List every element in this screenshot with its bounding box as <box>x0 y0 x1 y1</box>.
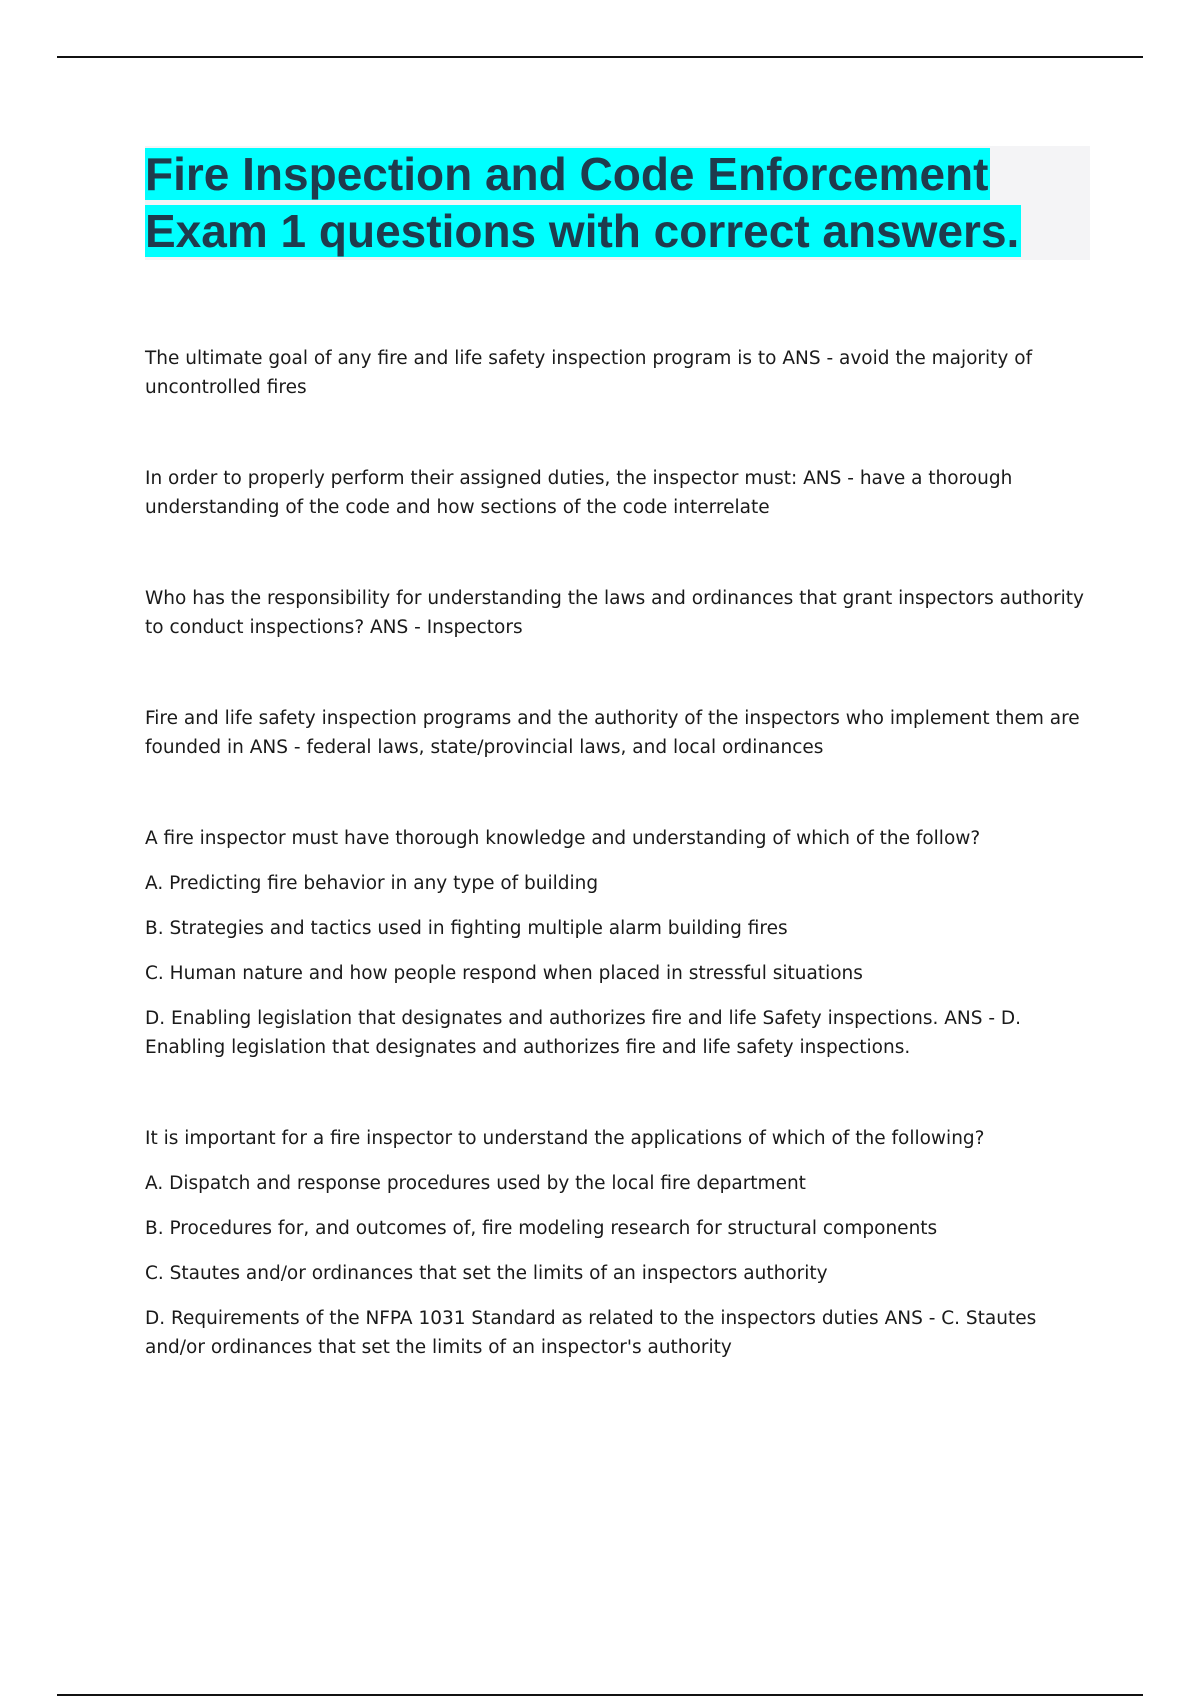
question-item <box>145 1124 1100 1362</box>
title-line-1: Fire Inspection and Code Enforcement <box>145 148 989 200</box>
question-text: A fire inspector must have thorough knowledge and understanding of which of the follow? <box>145 828 981 849</box>
title-line-2: Exam 1 questions with correct answers. <box>145 205 1020 257</box>
option-b: B. Procedures for, and outcomes of, fire modeling research for structural components <box>145 1218 938 1239</box>
option-d-with-answer: D. Enabling legislation that designates and authorizes fire and life Safety inspections. ANS - D. Enabling legislation that designates and authorizes fire and life safety inspections. <box>145 1008 1022 1058</box>
option-a: A. Dispatch and response procedures used by the local fire department <box>145 1173 806 1194</box>
question-text: Who has the responsibility for understanding the laws and ordinances that grant inspectors authority to conduct inspections? ANS - Inspectors <box>145 588 1084 638</box>
question-text: It is important for a fire inspector to understand the applications of which of the following? <box>145 1128 985 1149</box>
question-text: The ultimate goal of any fire and life safety inspection program is to ANS - avoid the majority of uncontrolled fires <box>145 348 1033 398</box>
option-c: C. Human nature and how people respond when placed in stressful situations <box>145 963 863 984</box>
question-item <box>145 584 1100 642</box>
question-item <box>145 824 1100 1062</box>
option-c: C. Stautes and/or ordinances that set the limits of an inspectors authority <box>145 1263 828 1284</box>
top-rule <box>57 56 1143 58</box>
questions-list <box>145 344 1100 1424</box>
question-item <box>145 344 1100 402</box>
document-title <box>145 146 1090 260</box>
question-item <box>145 704 1100 762</box>
option-b: B. Strategies and tactics used in fighting multiple alarm building fires <box>145 918 788 939</box>
bottom-rule <box>57 1694 1143 1696</box>
option-a: A. Predicting fire behavior in any type of building <box>145 873 599 894</box>
question-text: Fire and life safety inspection programs and the authority of the inspectors who implement them are founded in ANS - federal laws, state/provincial laws, and local ordinances <box>145 708 1080 758</box>
option-d-with-answer: D. Requirements of the NFPA 1031 Standard as related to the inspectors duties ANS - C. Stautes and/or ordinances that set the limits of an inspector's authority <box>145 1308 1037 1358</box>
title-heading <box>145 146 1090 260</box>
question-text: In order to properly perform their assigned duties, the inspector must: ANS - have a thorough understanding of the code and how sections of the code interrelate <box>145 468 1013 518</box>
question-item <box>145 464 1100 522</box>
